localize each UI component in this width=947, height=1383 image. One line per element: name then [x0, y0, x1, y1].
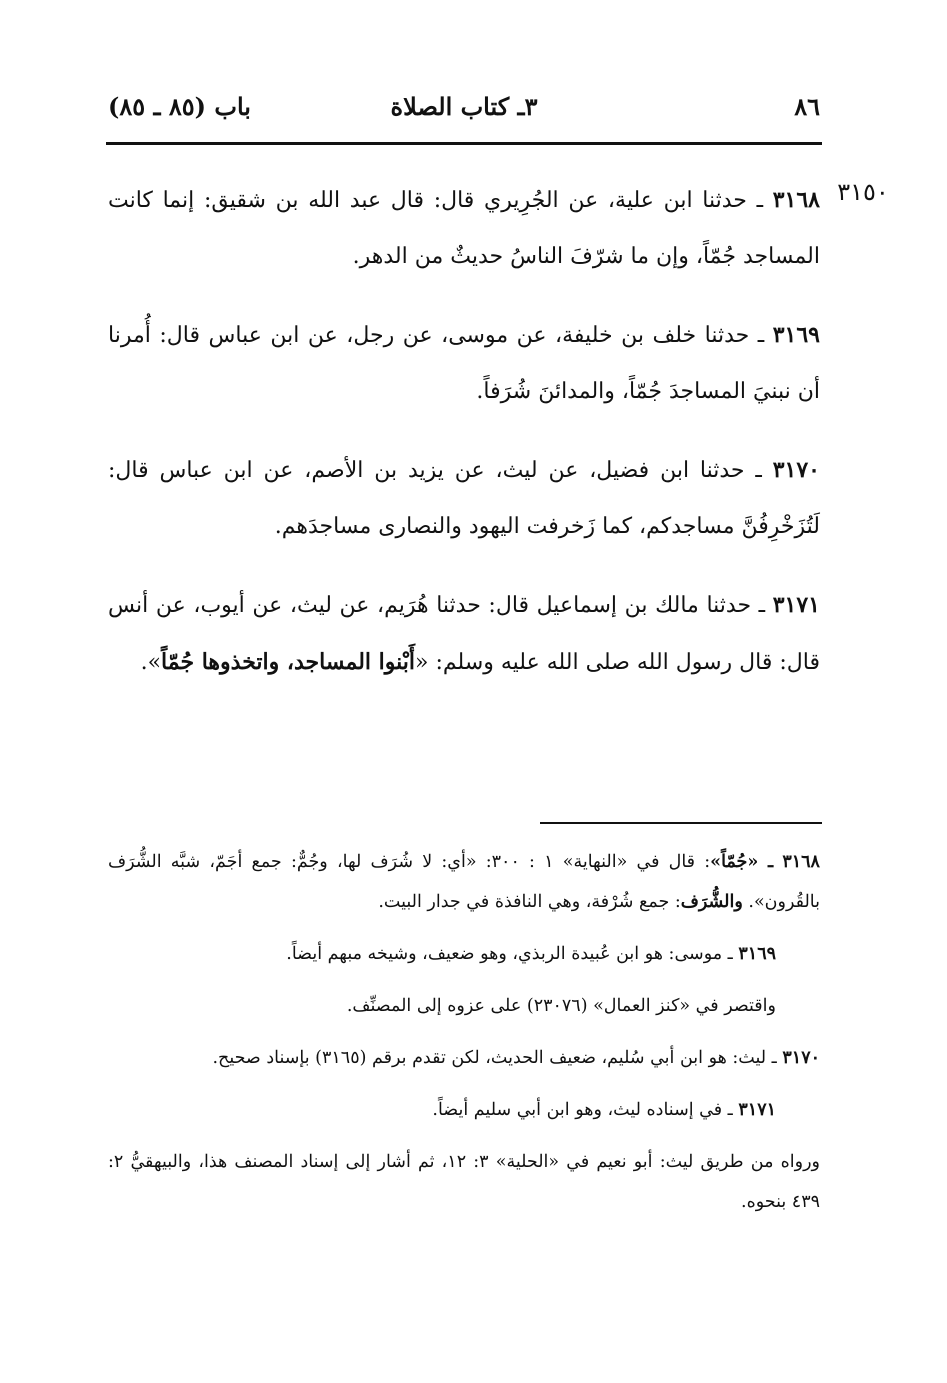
footnote-text: : جمع شُرْفة، وهي النافذة في جدار البيت.: [378, 892, 681, 912]
margin-number: ٣١٥٠: [837, 178, 889, 206]
chapter-range: باب (٨٥ ـ ٨٥): [108, 92, 251, 121]
footnote-text: : قال في «النهاية» ١ : ٣٠٠: «أي: لا شُرَف لها، وجُمٌّ: جمع أجَمّ، شبَّه الشُّرَف بالقُرون».: [108, 852, 820, 912]
hadith-number: ٣١٦٨: [772, 187, 820, 213]
footnote-number: ٣١٧٠: [782, 1048, 820, 1068]
hadith-text: ـ حدثنا ابن علية، عن الجُرِيري قال: قال عبد الله بن شقيق: إنما كانت المساجد جُمّاً، وإن ما شرّفَ الناسُ حديثٌ من الدهر.: [108, 188, 820, 269]
hadith-number: ٣١٦٩: [772, 322, 820, 348]
hadith-3168: [108, 172, 820, 285]
hadith-text: ـ حدثنا ابن فضيل، عن ليث، عن يزيد بن الأصم، عن ابن عباس قال: لَتُزَخْرِفُنَّ مساجدكم، كما زَخرفت اليهود والنصارى مساجدَهم.: [108, 458, 820, 539]
prophetic-quote: أَبْنوا المساجد، واتخذوها جُمّاً: [161, 649, 416, 675]
footnote-3171-continued: ورواه من طريق ليث: أبو نعيم في «الحلية» ٣: ١٢، ثم أشار إلى إسناد المصنف هذا، والبيهقيُّ ٢: ٤٣٩ بنحوه.: [108, 1152, 820, 1212]
hadith-3169: [108, 307, 820, 420]
footnote-term: ـ «جُمّاً»: [710, 852, 774, 872]
hadith-text: ـ حدثنا خلف بن خليفة، عن موسى، عن رجل، عن ابن عباس قال: أُمرنا أن نبنيَ المساجدَ جُمّاً، والمدائنَ شُرَفاً.: [108, 323, 820, 404]
footnote-3169-continued: واقتصر في «كنز العمال» (٢٣٠٧٦) على عزوه إلى المصنِّف.: [346, 996, 776, 1016]
hadith-number: ٣١٧١: [772, 592, 820, 618]
footnotes: [108, 842, 820, 1234]
hadith-3170: [108, 442, 820, 555]
page-number: ٨٦: [794, 92, 820, 121]
hadith-number: ٣١٧٠: [772, 457, 820, 483]
hadith-body: [108, 172, 820, 713]
page-header: [108, 92, 820, 132]
footnote-text: ـ موسى: هو ابن عُبيدة الربذي، وهو ضعيف، وشيخه مبهم أيضاً.: [286, 944, 733, 964]
footnote-rule: [540, 822, 822, 824]
footnote-3171: [108, 1090, 820, 1130]
hadith-text-end: ».: [140, 650, 162, 675]
footnote-3168: [108, 842, 820, 922]
footnote-number: ٣١٧١: [738, 1100, 776, 1120]
footnote-text: ـ ليث: هو ابن أبي سُليم، ضعيف الحديث، لكن تقدم برقم (٣١٦٥) بإسناد صحيح.: [212, 1048, 777, 1068]
footnote-number: ٣١٦٨: [782, 852, 820, 872]
footnote-term: والشُّرَف: [680, 892, 743, 912]
footnote-text: ـ في إسناده ليث، وهو ابن أبي سليم أيضاً.: [432, 1100, 733, 1120]
footnote-3169: [108, 934, 820, 974]
header-rule: [106, 142, 822, 145]
footnote-3170: [108, 1038, 820, 1078]
hadith-3171: [108, 577, 820, 691]
footnote-number: ٣١٦٩: [738, 944, 776, 964]
book-title: ٣ـ كتاب الصلاة: [390, 92, 538, 121]
hadith-text: ـ حدثنا مالك بن إسماعيل قال: حدثنا هُرَيم، عن ليث، عن أيوب، عن أنس قال: قال رسول الله صلى الله عليه وسلم: «: [108, 593, 820, 675]
